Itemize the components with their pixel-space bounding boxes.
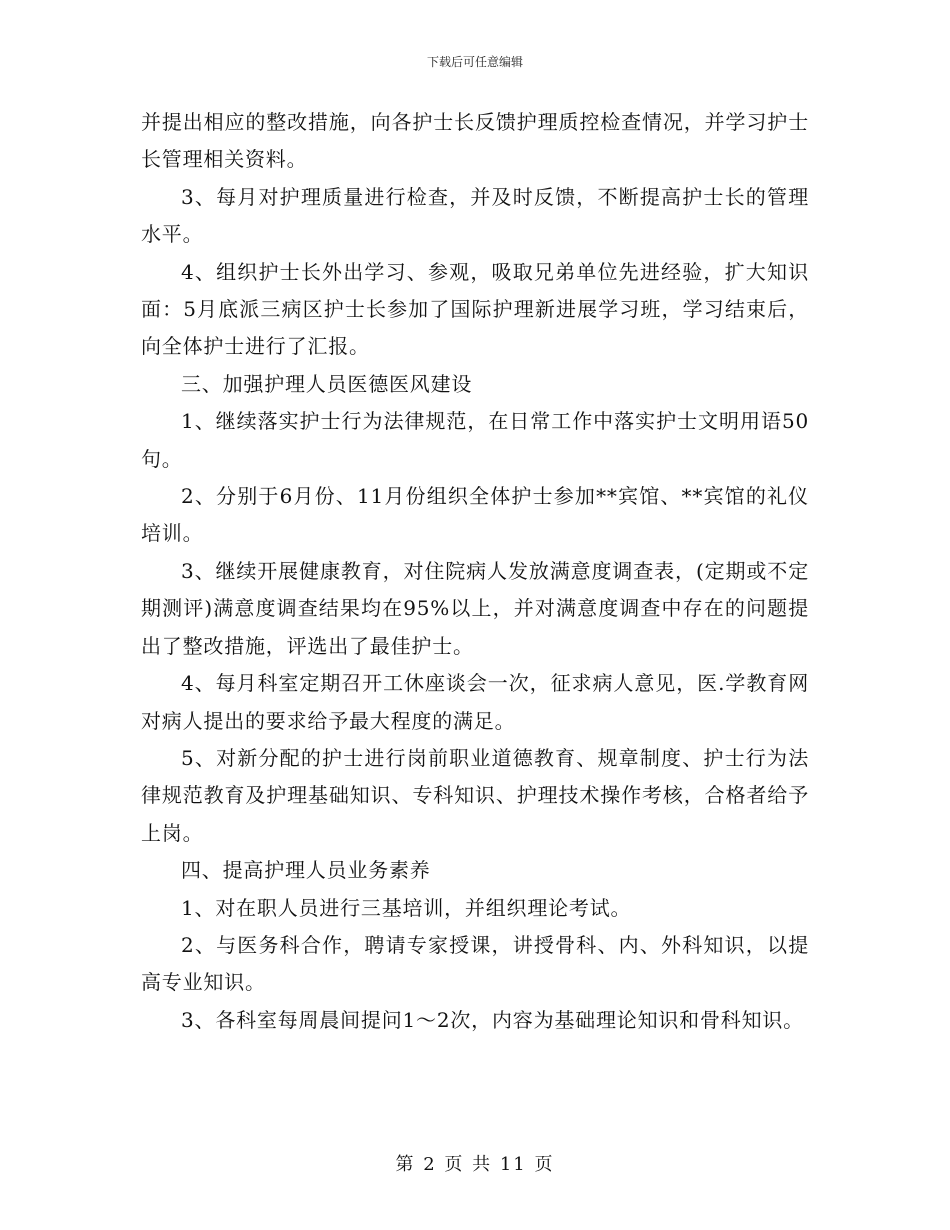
paragraph-continued: 并提出相应的整改措施，向各护士长反馈护理质控检查情况，并学习护士长管理相关资料。 — [141, 110, 809, 172]
paragraph: 4、每月科室定期召开工休座谈会一次，征求病人意见，医.学教育网对病人提出的要求给予最大程度的满足。 — [141, 671, 809, 733]
paragraph: 3、每月对护理质量进行检查，并及时反馈，不断提高护士长的管理水平。 — [141, 184, 809, 247]
section-heading: 三、加强护理人员医德医风建设 — [181, 371, 473, 396]
document-body — [141, 104, 809, 1039]
page-header-note: 下载后可任意编辑 — [426, 55, 523, 69]
paragraph: 3、继续开展健康教育，对住院病人发放满意度调查表，(定期或不定期测评)满意度调查结果均在95%以上，并对满意度调查中存在的问题提出了整改措施，评选出了最佳护士。 — [141, 558, 809, 658]
paragraph: 1、对在职人员进行三基培训，并组织理论考试。 — [181, 895, 632, 920]
paragraph: 2、与医务科合作，聘请专家授课，讲授骨科、内、外科知识，以提高专业知识。 — [141, 932, 809, 995]
page-number: 第 2 页 共 11 页 — [395, 1154, 555, 1175]
paragraph: 5、对新分配的护士进行岗前职业道德教育、规章制度、护士行为法律规范教育及护理基础知识、专科知识、护理技术操作考核，合格者给予上岗。 — [141, 745, 809, 845]
paragraph: 2、分别于6月份、11月份组织全体护士参加**宾馆、**宾馆的礼仪培训。 — [141, 484, 809, 546]
paragraph: 1、继续落实护士行为法律规范，在日常工作中落实护士文明用语50句。 — [141, 409, 809, 471]
paragraph: 4、组织护士长外出学习、参观，吸取兄弟单位先进经验，扩大知识面：5月底派三病区护士长参加了国际护理新进展学习班，学习结束后，向全体护士进行了汇报。 — [141, 259, 809, 359]
section-heading: 四、提高护理人员业务素养 — [181, 858, 431, 883]
paragraph: 3、各科室每周晨间提问1～2次，内容为基础理论知识和骨科知识。 — [181, 1007, 804, 1032]
